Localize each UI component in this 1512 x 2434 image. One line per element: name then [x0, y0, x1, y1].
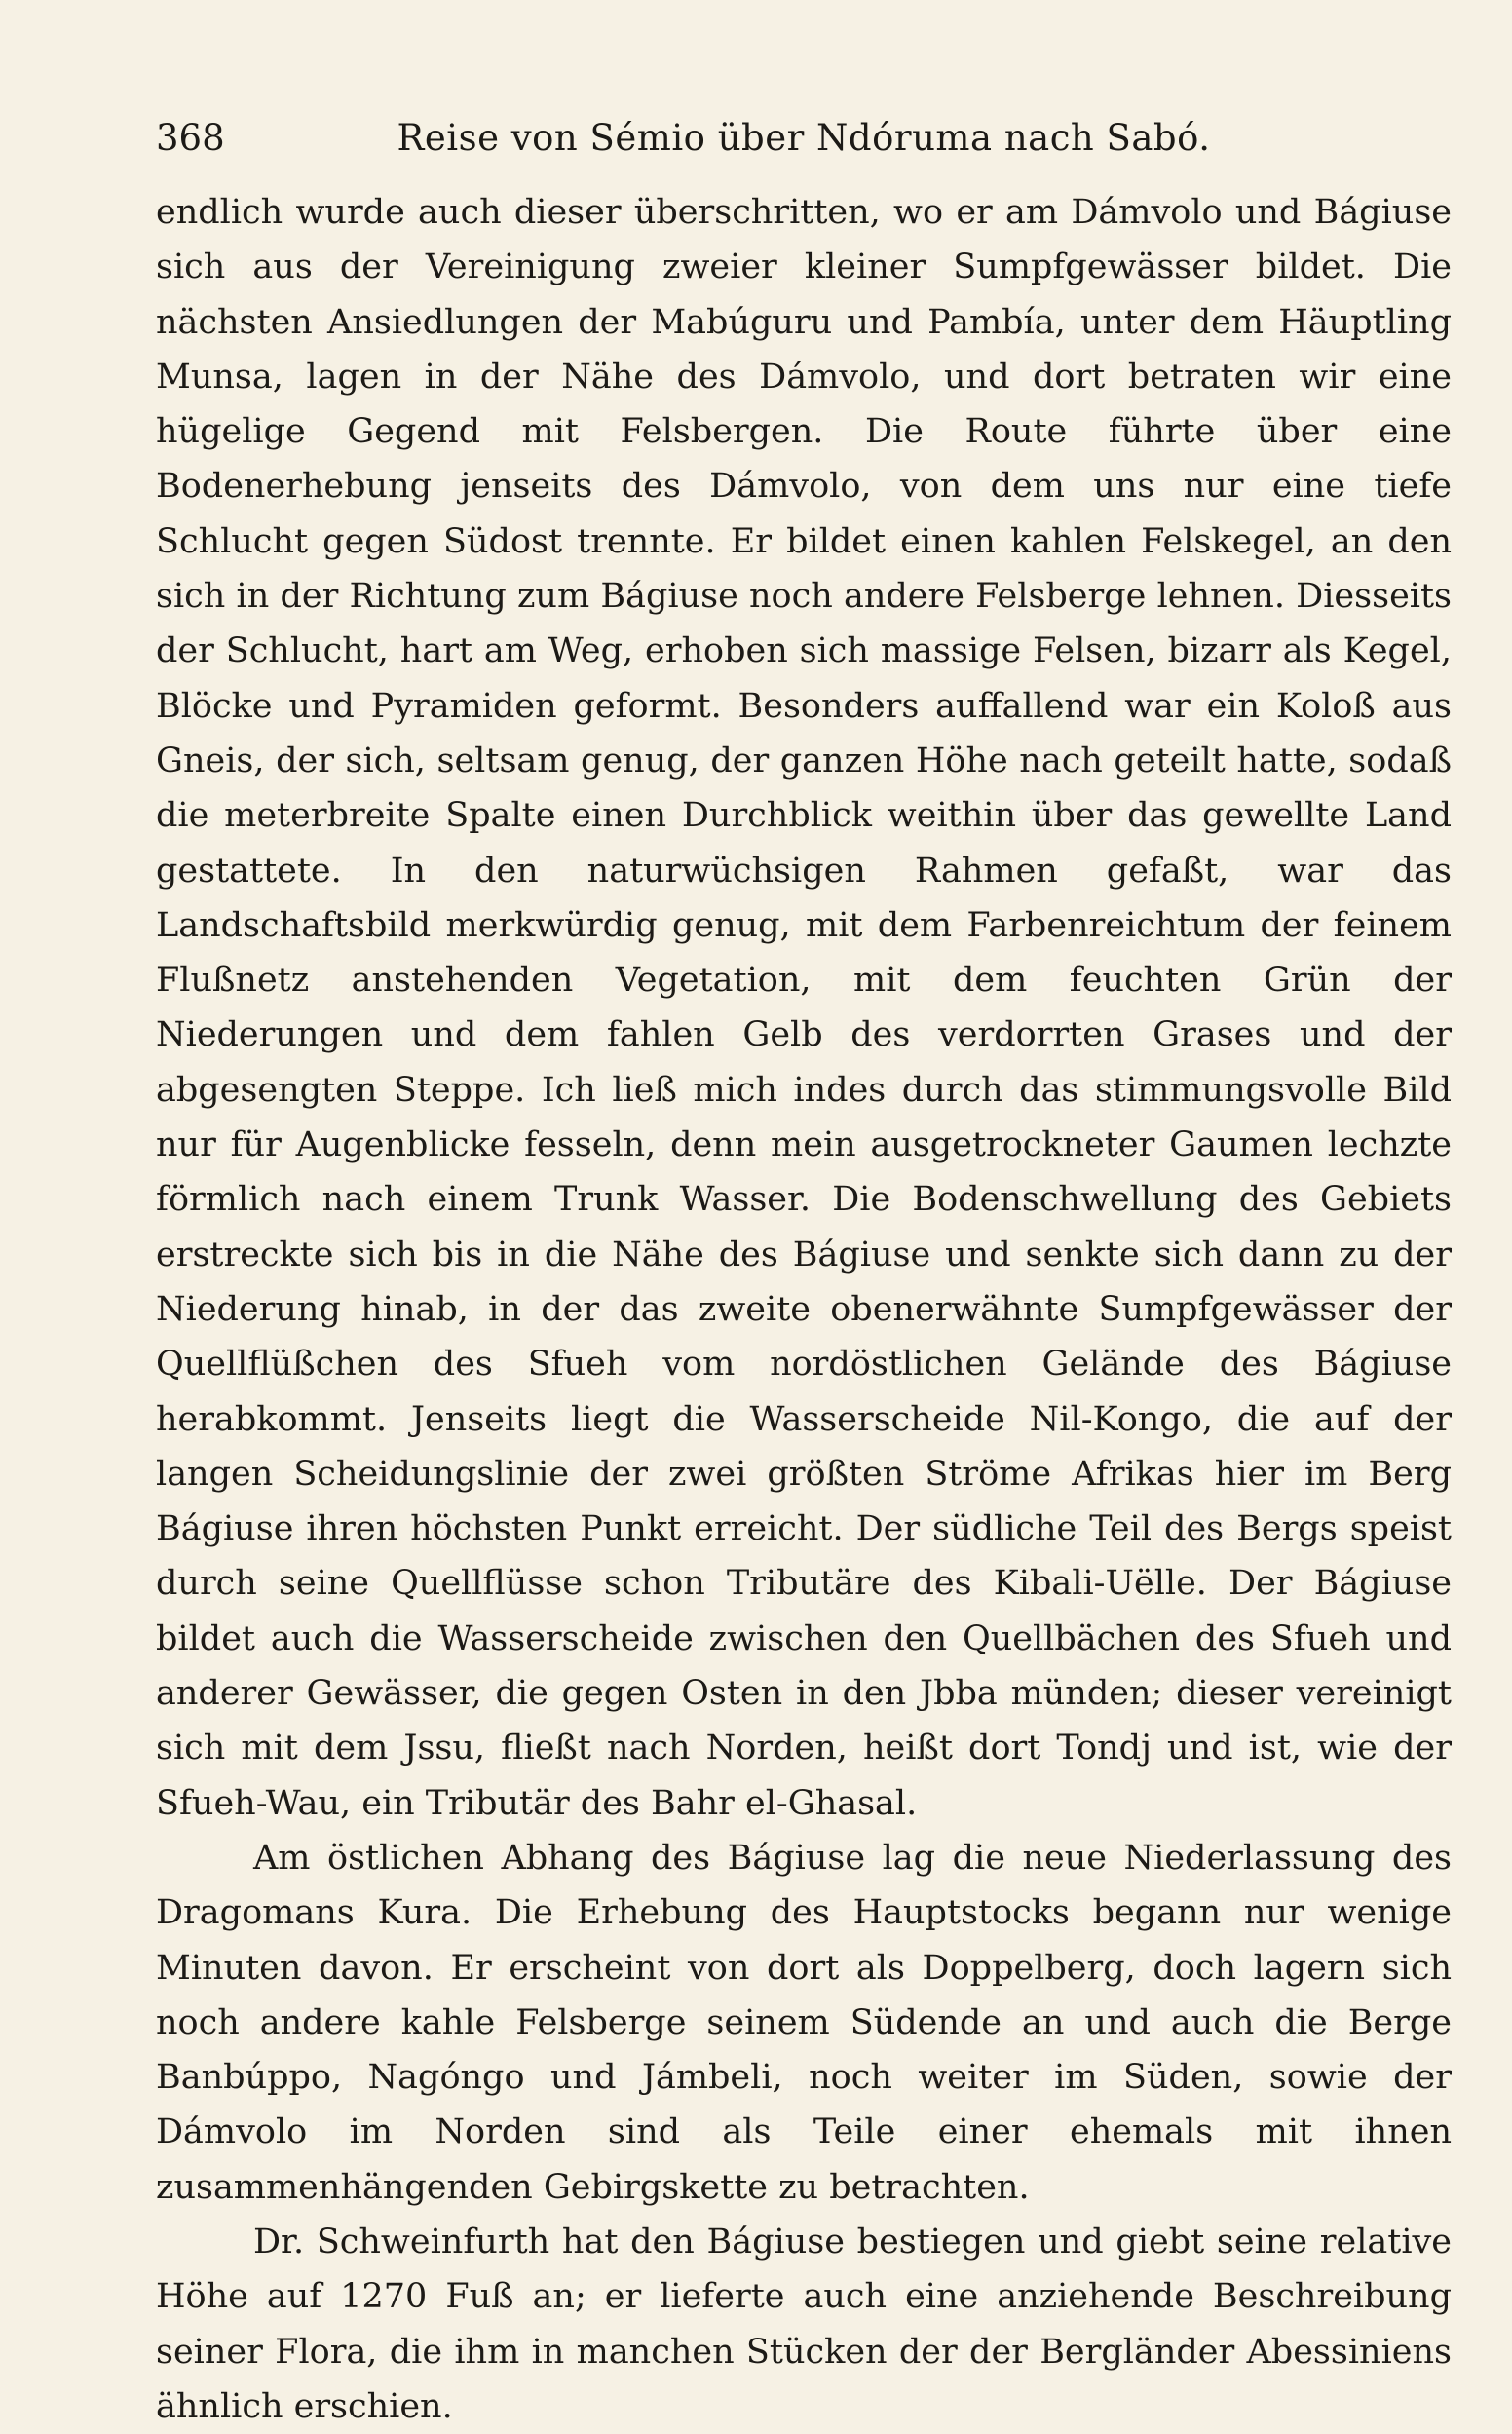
page-header	[156, 109, 1452, 168]
paragraph: Dr. Schweinfurth hat den Bágiuse bestiegen und giebt seine relative Höhe auf 1270 Fuß an; er lieferte auch eine anziehende Beschreibung seiner Flora, die ihm in manchen Stücken der der Bergländer Abessiniens ähnlich erschien.	[156, 2222, 1452, 2426]
paragraph: endlich wurde auch dieser überschritten, wo er am Dámvolo und Bágiuse sich aus der Vereinigung zweier kleiner Sumpfgewässer bildet. Die nächsten Ansiedlungen der Mabúguru und Pambía, unter dem Häuptling Munsa, lagen in der Nähe des Dámvolo, und dort betraten wir eine hügelige Gegend mit Felsbergen. Die Route führte über eine Bodenerhebung jenseits des Dámvolo, von dem uns nur eine tiefe Schlucht gegen Südost trennte. Er bildet einen kahlen Felskegel, an den sich in der Richtung zum Bágiuse noch andere Felsberge lehnen. Diesseits der Schlucht, hart am Weg, erhoben sich massige Felsen, bizarr als Kegel, Blöcke und Pyramiden geformt. Besonders auffallend war ein Koloß aus Gneis, der sich, seltsam genug, der ganzen Höhe nach geteilt hatte, sodaß die meterbreite Spalte einen Durchblick weithin über das gewellte Land gestattete. In den naturwüchsigen Rahmen gefaßt, war das Landschaftsbild merkwürdig genug, mit dem Farbenreichtum der feinem Flußnetz anstehenden Vegetation, mit dem feuchten Grün der Niederungen und dem fahlen Gelb des verdorrten Grases und der abgesengten Steppe. Ich ließ mich indes durch das stimmungsvolle Bild nur für Augenblicke fesseln, denn mein ausgetrockneter Gaumen lechzte förmlich nach einem Trunk Wasser. Die Bodenschwellung des Gebiets erstreckte sich bis in die Nähe des Bágiuse und senkte sich dann zu der Niederung hinab, in der das zweite obenerwähnte Sumpfgewässer der Quellflüßchen des Sfueh vom nordöstlichen Gelände des Bágiuse herabkommt. Jenseits liegt die Wasserscheide Nil-Kongo, die auf der langen Scheidungslinie der zwei größten Ströme Afrikas hier im Berg Bágiuse ihren höchsten Punkt erreicht. Der südliche Teil des Bergs speist durch seine Quellflüsse schon Tributäre des Kibali-Uëlle. Der Bágiuse bildet auch die Wasserscheide zwischen den Quellbächen des Sfueh und anderer Gewässer, die gegen Osten in den Jbba münden; dieser vereinigt sich mit dem Jssu, fließt nach Norden, heißt dort Tondj und ist, wie der Sfueh-Wau, ein Tributär des Bahr el-Ghasal.	[156, 193, 1452, 1823]
paragraph: Am östlichen Abhang des Bágiuse lag die neue Niederlassung des Dragomans Kura. Die Erhebung des Hauptstocks begann nur wenige Minuten davon. Er erscheint von dort als Doppelberg, doch lagern sich noch andere kahle Felsberge seinem Südende an und auch die Berge Banbúppo, Nagóngo und Jámbeli, noch weiter im Süden, sowie der Dámvolo im Norden sind als Teile einer ehemals mit ihnen zusammenhängenden Gebirgskette zu betrachten.	[156, 1838, 1452, 2207]
running-title: Reise von Sémio über Ndóruma nach Sabó.	[397, 117, 1211, 159]
body-text	[156, 185, 1452, 2434]
page-number: 368	[156, 117, 225, 159]
